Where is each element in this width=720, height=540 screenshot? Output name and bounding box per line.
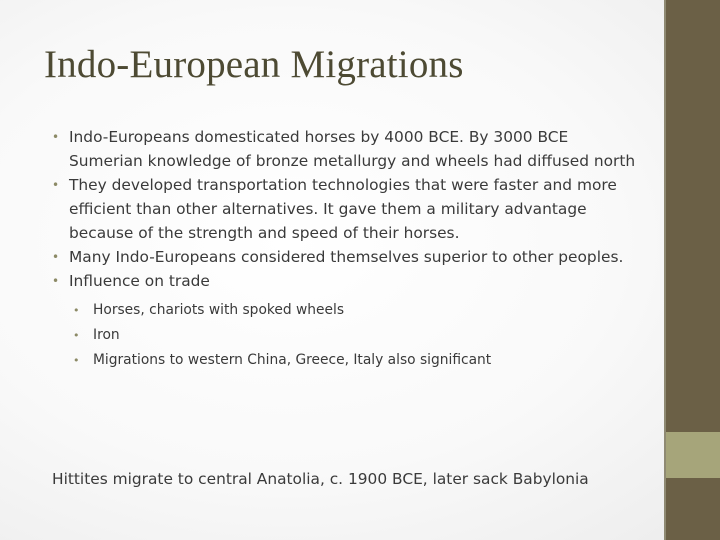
bullet-text: They developed transportation technologies that were faster and more efficient than other alternatives. It gave them a military advantage because of the strength and speed of their horses. [69, 176, 617, 242]
slide-content [52, 125, 642, 373]
sidebar-bottom-block [666, 478, 720, 540]
bullet-icon: • [73, 304, 80, 317]
bullet-icon: • [52, 274, 60, 288]
sub-bullet-list [69, 298, 642, 373]
bullet-item [52, 245, 642, 269]
sub-bullet-text: Iron [93, 327, 120, 343]
bullet-text: Indo-Europeans domesticated horses by 4000 BCE. By 3000 BCE Sumerian knowledge of bronze metallurgy and wheels had diffused north [69, 128, 636, 170]
bullet-icon: • [52, 250, 60, 264]
footer-note: Hittites migrate to central Anatolia, c. 1900 BCE, later sack Babylonia [52, 470, 589, 488]
bullet-text: Many Indo-Europeans considered themselves superior to other peoples. [69, 248, 624, 266]
bullet-item [52, 269, 642, 373]
bullet-icon: • [52, 130, 60, 144]
sub-bullet-item [69, 298, 642, 323]
sub-bullet-text: Horses, chariots with spoked wheels [93, 302, 345, 318]
sub-bullet-item [69, 323, 642, 348]
bullet-item [52, 173, 642, 245]
sidebar-accent-block [666, 432, 720, 478]
bullet-list [52, 125, 642, 373]
slide-title: Indo-European Migrations [44, 43, 464, 86]
bullet-item [52, 125, 642, 173]
sub-bullet-text: Migrations to western China, Greece, Italy also significant [93, 352, 492, 368]
sub-bullet-item [69, 348, 642, 373]
bullet-icon: • [73, 354, 80, 367]
bullet-icon: • [52, 178, 60, 192]
bullet-icon: • [73, 329, 80, 342]
bullet-text: Influence on trade [69, 272, 210, 290]
sidebar-panel [666, 0, 720, 432]
